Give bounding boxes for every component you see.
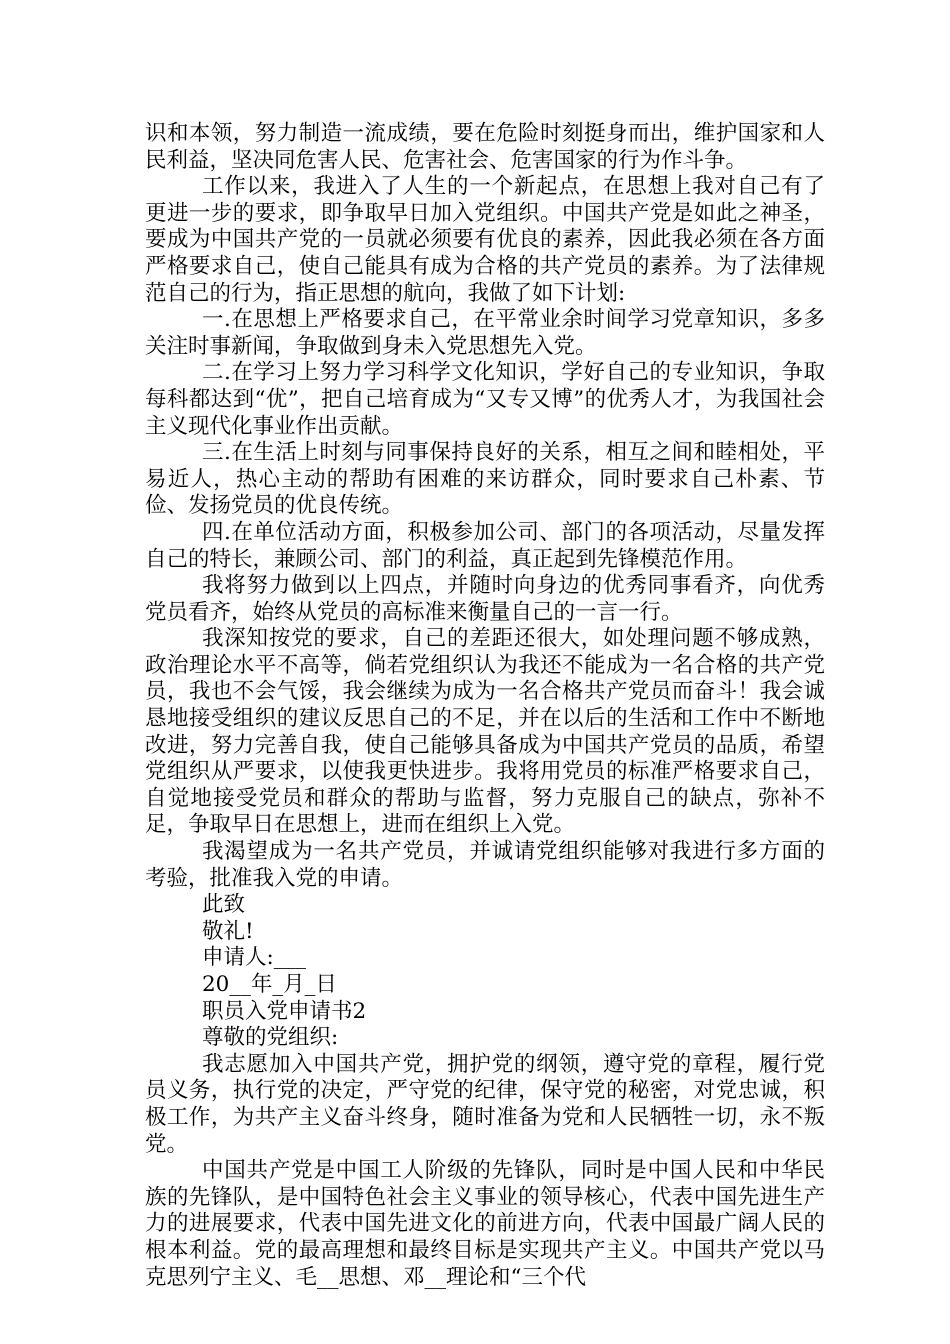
closing-regards: 敬礼! xyxy=(202,918,254,944)
second-letter-title: 职员入党申请书2 xyxy=(202,998,367,1024)
paragraph-commitment: 我将努力做到以上四点，并随时向身边的优秀同事看齐，向优秀党员看齐，始终从党员的高标准来衡量自己的一言一行。 xyxy=(145,573,825,625)
paragraph-plan-2: 二.在学习上努力学习科学文化知识，学好自己的专业知识，争取每科都达到“优”，把自己培育成为“又专又博”的优秀人才，为我国社会主义现代化事业作出贡献。 xyxy=(145,360,825,439)
paragraph-continuation: 识和本领，努力制造一流成绩，要在危险时刻挺身而出，维护国家和人民利益，坚决同危害人民、危害社会、危害国家的行为作斗争。 xyxy=(145,121,825,173)
closing-salutation: 此致 xyxy=(202,892,246,918)
paragraph-volunteer: 我志愿加入中国共产党，拥护党的纲领，遵守党的章程，履行党员义务，执行党的决定，严守党的纪律，保守党的秘密，对党忠诚，积极工作，为共产主义奋斗终身，随时准备为党和人民牺牲一切，永不叛党。 xyxy=(145,1051,825,1157)
paragraph-plan-3: 三.在生活上时刻与同事保持良好的关系，相互之间和睦相处，平易近人，热心主动的帮助有困难的来访群众，同时要求自己朴素、节俭、发扬党员的优良传统。 xyxy=(145,440,825,519)
second-letter-greeting: 尊敬的党组织: xyxy=(202,1025,339,1051)
paragraph-self-reflection: 我深知按党的要求，自己的差距还很大，如处理问题不够成熟，政治理论水平不高等，倘若党组织认为我还不能成为一名合格的共产党员，我也不会气馁，我会继续为成为一名合格共产党员而奋斗！我会诚恳地接受组织的建议反思自己的不足，并在以后的生活和工作中不断地改进，努力完善自我，使自己能够具备成为中国共产党员的品质，希望党组织从严要求，以使我更快进步。我将用党员的标准严格要求自己，自觉地接受党员和群众的帮助与监督，努力克服自己的缺点，弥补不足，争取早日在思想上，进而在组织上入党。 xyxy=(145,626,825,838)
applicant-line: 申请人:___ xyxy=(202,945,306,971)
paragraph-request: 我渴望成为一名共产党员，并诚请党组织能够对我进行多方面的考验，批准我入党的申请。 xyxy=(145,839,825,891)
paragraph-plan-1: 一.在思想上严格要求自己，在平常业余时间学习党章知识，多多关注时事新闻，争取做到身未入党思想先入党。 xyxy=(145,307,825,359)
paragraph-plan-4: 四.在单位活动方面，积极参加公司、部门的各项活动，尽量发挥自己的特长，兼顾公司、部门的利益，真正起到先锋模范作用。 xyxy=(145,519,825,572)
paragraph-intro: 工作以来，我进入了人生的一个新起点，在思想上我对自己有了更进一步的要求，即争取早日加入党组织。中国共产党是如此之神圣，要成为中国共产党的一员就必须要有优良的素养，因此我必须在各方面严格要求自己，使自己能具有成为合格的共产党员的素养。为了法律规范自己的行为，指正思想的航向，我做了如下计划: xyxy=(145,174,825,306)
document-page xyxy=(145,121,825,1291)
paragraph-party-description: 中国共产党是中国工人阶级的先锋队，同时是中国人民和中华民族的先锋队，是中国特色社会主义事业的领导核心，代表中国先进生产力的进展要求，代表中国先进文化的前进方向，代表中国最广阔人民的根本利益。党的最高理想和最终目标是实现共产主义。中国共产党以马克思列宁主义、毛__思想、邓__理论和“三个代 xyxy=(145,1158,825,1290)
date-line: 20__年_月_日 xyxy=(202,972,337,997)
